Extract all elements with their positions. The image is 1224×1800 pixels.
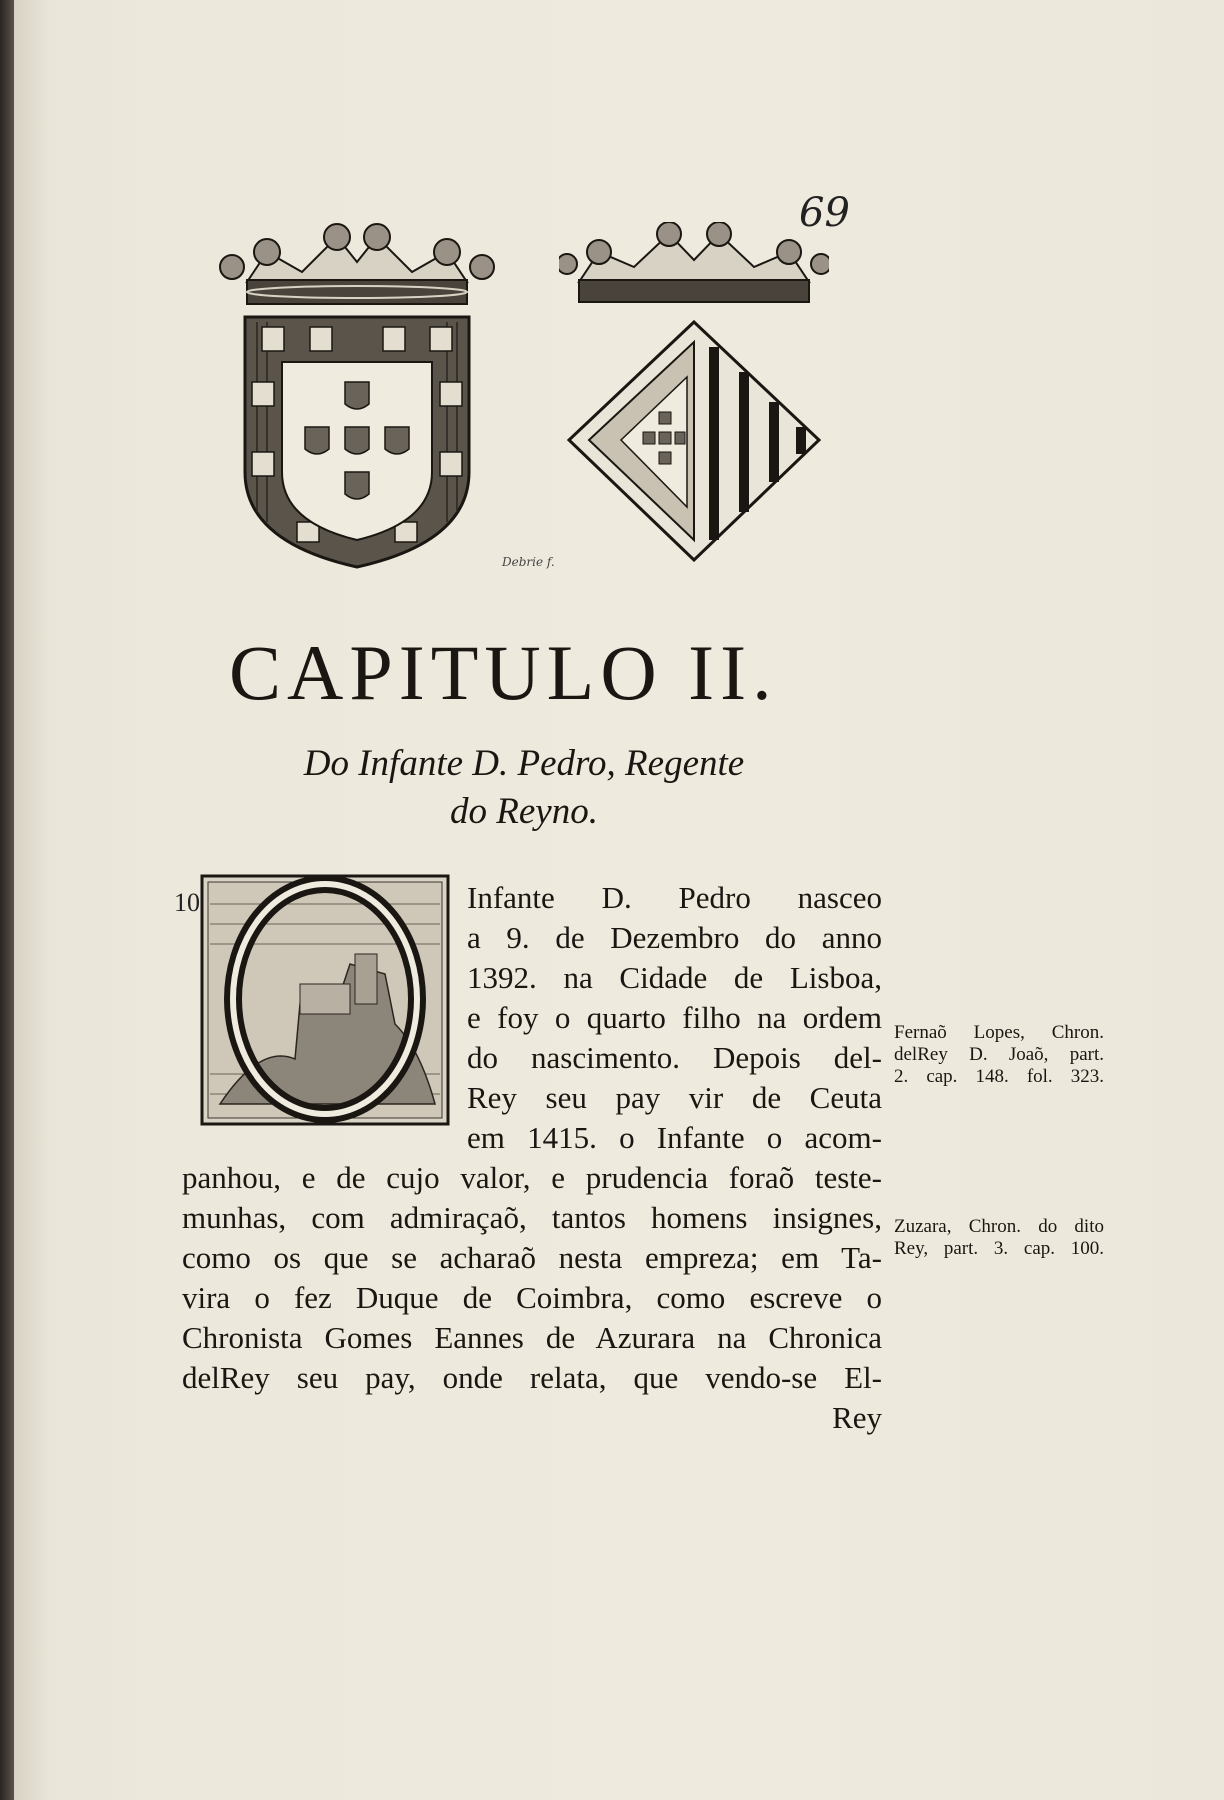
text-line: em 1415. o Infante o acom- xyxy=(467,1120,882,1155)
decorated-initial-illustration xyxy=(200,874,450,1126)
text-line: a 9. de Dezembro do anno xyxy=(467,920,882,955)
crown-icon xyxy=(559,222,829,302)
margin-note xyxy=(894,1216,1104,1260)
crown-icon xyxy=(220,224,494,304)
chapter-subtitle xyxy=(244,740,804,836)
margin-note-line: 2. cap. 148. fol. 323. xyxy=(894,1066,1104,1087)
text-line: Chronista Gomes Eannes de Azurara na Chronica xyxy=(182,1320,882,1355)
text-line: munhas, com admiraçaõ, tantos homens insignes, xyxy=(182,1200,882,1235)
subtitle-line: do Reyno. xyxy=(450,791,598,832)
aragon-coat-of-arms-illustration xyxy=(559,222,829,562)
text-line: Rey xyxy=(832,1400,882,1435)
subtitle-line: Do Infante D. Pedro, Regente xyxy=(303,743,745,784)
margin-note-line: delRey D. Joaõ, part. xyxy=(894,1044,1104,1065)
margin-note-line: Zuzara, Chron. do dito xyxy=(894,1216,1104,1237)
text-line: como os que se acharaõ nesta empreza; em Ta- xyxy=(182,1240,882,1275)
text-line: 1392. na Cidade de Lisboa, xyxy=(467,960,882,995)
paragraph-number: 10 xyxy=(174,888,200,917)
margin-note-line: Rey, part. 3. cap. 100. xyxy=(894,1238,1104,1259)
text-line: panhou, e de cujo valor, e prudencia foraõ teste- xyxy=(182,1160,882,1195)
book-page xyxy=(14,0,1224,1800)
text-line: Infante D. Pedro nasceo xyxy=(467,880,882,915)
initial-letter: O xyxy=(324,998,326,1000)
margin-note xyxy=(894,1022,1104,1088)
text-line: Rey seu pay vir de Ceuta xyxy=(467,1080,882,1115)
engraver-signature: Debrie f. xyxy=(502,555,555,569)
page-number: 69 xyxy=(799,190,850,236)
chapter-title: CAPITULO II. xyxy=(229,629,778,716)
text-line: delRey seu pay, onde relata, que vendo-se El- xyxy=(182,1360,882,1395)
page-binding-edge xyxy=(0,0,14,1800)
margin-note-line: Fernaõ Lopes, Chron. xyxy=(894,1022,1104,1043)
text-line: vira o fez Duque de Coimbra, como escreve o xyxy=(182,1280,882,1315)
portuguese-coat-of-arms-illustration xyxy=(207,222,507,572)
text-line: e foy o quarto filho na ordem xyxy=(467,1000,882,1035)
text-line: do nascimento. Depois del- xyxy=(467,1040,882,1075)
